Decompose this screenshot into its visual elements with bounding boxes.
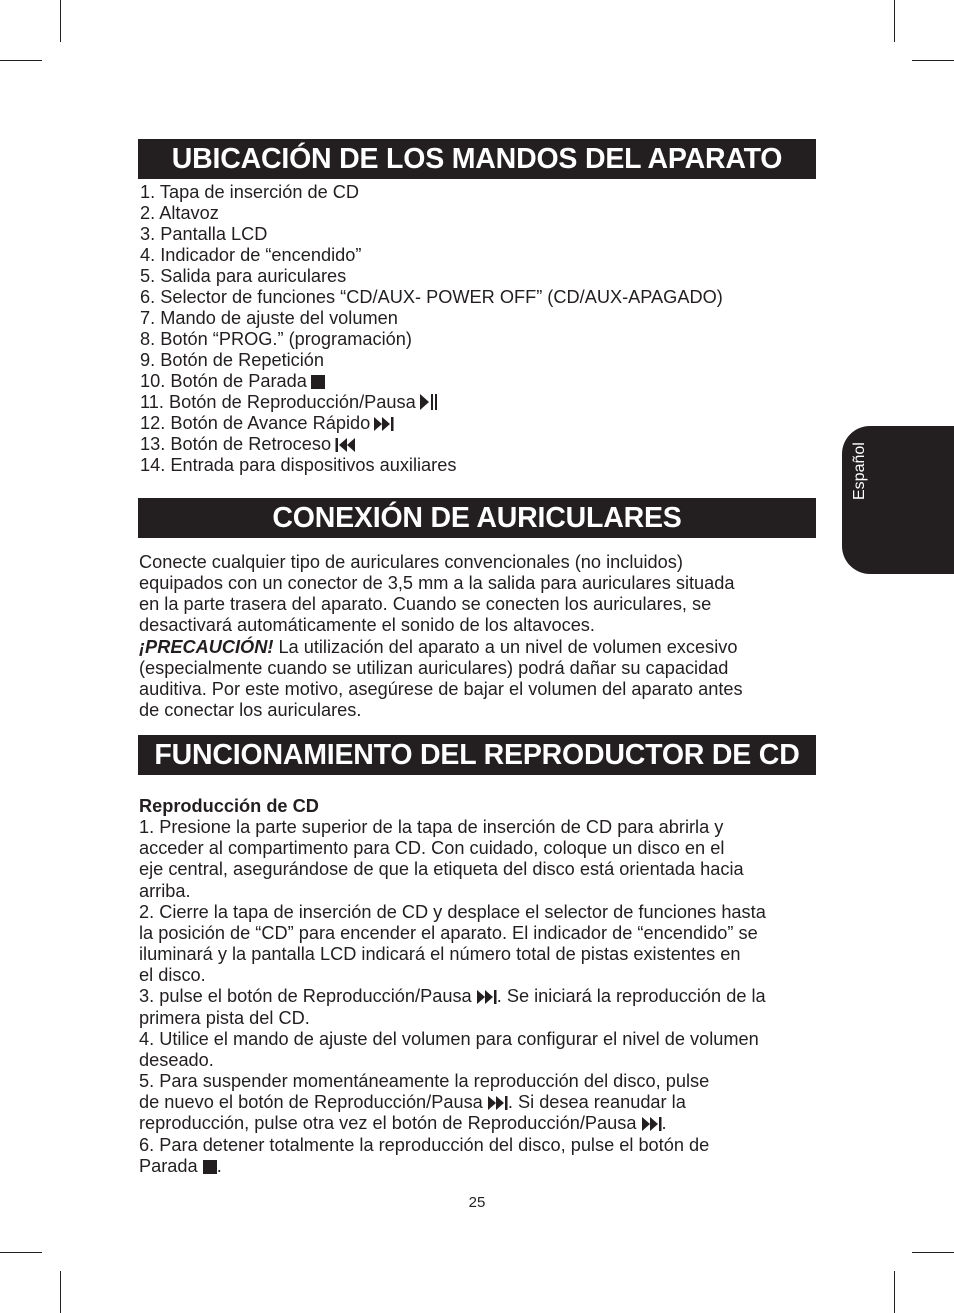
crop-mark: [60, 0, 61, 42]
text-line: equipados con un conector de 3,5 mm a la salida para auriculares situada: [139, 573, 735, 594]
cd-operation-paragraph: [139, 796, 819, 1177]
play-pause-icon: [420, 394, 438, 410]
language-tab-label: Español: [851, 442, 868, 500]
fast-forward-icon: [488, 1096, 508, 1110]
stop-icon: [311, 375, 325, 389]
text-line: arriba.: [139, 880, 191, 901]
subheading-cd-playback: Reproducción de CD: [139, 796, 319, 816]
list-item: 7. Mando de ajuste del volumen: [140, 308, 398, 328]
text-line: 4. Utilice el mando de ajuste del volumen para configurar el nivel de volumen: [139, 1028, 759, 1049]
text-line: 5. Para suspender momentáneamente la reproducción del disco, pulse: [139, 1071, 710, 1092]
section-heading-controls: UBICACIÓN DE LOS MANDOS DEL APARATO: [138, 139, 816, 179]
list-item: 10. Botón de Parada: [140, 371, 820, 392]
crop-mark: [0, 1252, 42, 1253]
text-line: de conectar los auriculares.: [139, 700, 362, 721]
stop-icon: [203, 1160, 217, 1174]
list-item: 5. Salida para auriculares: [140, 266, 347, 286]
list-item: 11. Botón de Reproducción/Pausa: [140, 392, 820, 413]
section-heading-cd-operation: FUNCIONAMIENTO DEL REPRODUCTOR DE CD: [138, 735, 816, 775]
text-line: iluminará y la pantalla LCD indicará el número total de pistas existentes en: [139, 944, 741, 965]
text-line: 2. Cierre la tapa de inserción de CD y desplace el selector de funciones hasta: [139, 901, 766, 922]
text-line: el disco.: [139, 965, 206, 986]
text-line: de nuevo el botón de Reproducción/Pausa . Si desea reanudar la: [139, 1092, 686, 1113]
list-item: 6. Selector de funciones “CD/AUX- POWER OFF” (CD/AUX-APAGADO): [140, 287, 723, 307]
rewind-icon: [335, 438, 355, 452]
list-item: 8. Botón “PROG.” (programación): [140, 329, 412, 349]
text-line: 6. Para detener totalmente la reproducción del disco, pulse el botón de: [139, 1134, 710, 1155]
crop-mark: [0, 60, 42, 61]
list-item: 9. Botón de Repetición: [140, 350, 325, 370]
text-line: Conecte cualquier tipo de auriculares convencionales (no incluidos): [139, 552, 683, 572]
caution-line: ¡PRECAUCIÓN! La utilización del aparato a un nivel de volumen excesivo: [139, 636, 738, 657]
text-line: 3. pulse el botón de Reproducción/Pausa . Se iniciará la reproducción de la: [139, 986, 766, 1007]
crop-mark: [912, 60, 954, 61]
fast-forward-icon: [477, 990, 497, 1004]
text-line: primera pista del CD.: [139, 1007, 310, 1028]
list-item: 2. Altavoz: [140, 203, 219, 223]
fast-forward-icon: [374, 417, 394, 431]
list-item: 3. Pantalla LCD: [140, 224, 268, 244]
crop-mark: [894, 1271, 895, 1313]
text-line: auditiva. Por este motivo, asegúrese de bajar el volumen del aparato antes: [139, 678, 743, 699]
list-item: 13. Botón de Retroceso: [140, 434, 820, 455]
text-line: deseado.: [139, 1049, 214, 1070]
text-line: la posición de “CD” para encender el aparato. El indicador de “encendido” se: [139, 922, 758, 943]
headphones-paragraph: [139, 552, 819, 721]
text-line: acceder al compartimento para CD. Con cuidado, coloque un disco en el: [139, 838, 725, 859]
section-heading-headphones: CONEXIÓN DE AURICULARES: [138, 498, 816, 538]
crop-mark: [60, 1271, 61, 1313]
text-line: reproducción, pulse otra vez el botón de Reproducción/Pausa .: [139, 1113, 667, 1134]
text-line: en la parte trasera del aparato. Cuando se conecten los auriculares, se: [139, 594, 712, 615]
crop-mark: [894, 0, 895, 42]
controls-list: [140, 182, 820, 476]
text-line: desactivará automáticamente el sonido de los altavoces.: [139, 615, 595, 636]
text-line: eje central, asegurándose de que la etiqueta del disco está orientada hacia: [139, 859, 744, 880]
list-item: 14. Entrada para dispositivos auxiliares: [140, 455, 457, 475]
list-item: 1. Tapa de inserción de CD: [140, 182, 360, 202]
fast-forward-icon: [642, 1117, 662, 1131]
caution-label: ¡PRECAUCIÓN!: [139, 636, 274, 657]
text-line: (especialmente cuando se utilizan auriculares) podrá dañar su capacidad: [139, 657, 729, 678]
text-line: Parada .: [139, 1155, 222, 1176]
text-line: 1. Presione la parte superior de la tapa de inserción de CD para abrirla y: [139, 817, 724, 838]
page-number: 25: [468, 1194, 486, 1211]
list-item: 12. Botón de Avance Rápido: [140, 413, 820, 434]
list-item: 4. Indicador de “encendido”: [140, 245, 362, 265]
crop-mark: [912, 1252, 954, 1253]
